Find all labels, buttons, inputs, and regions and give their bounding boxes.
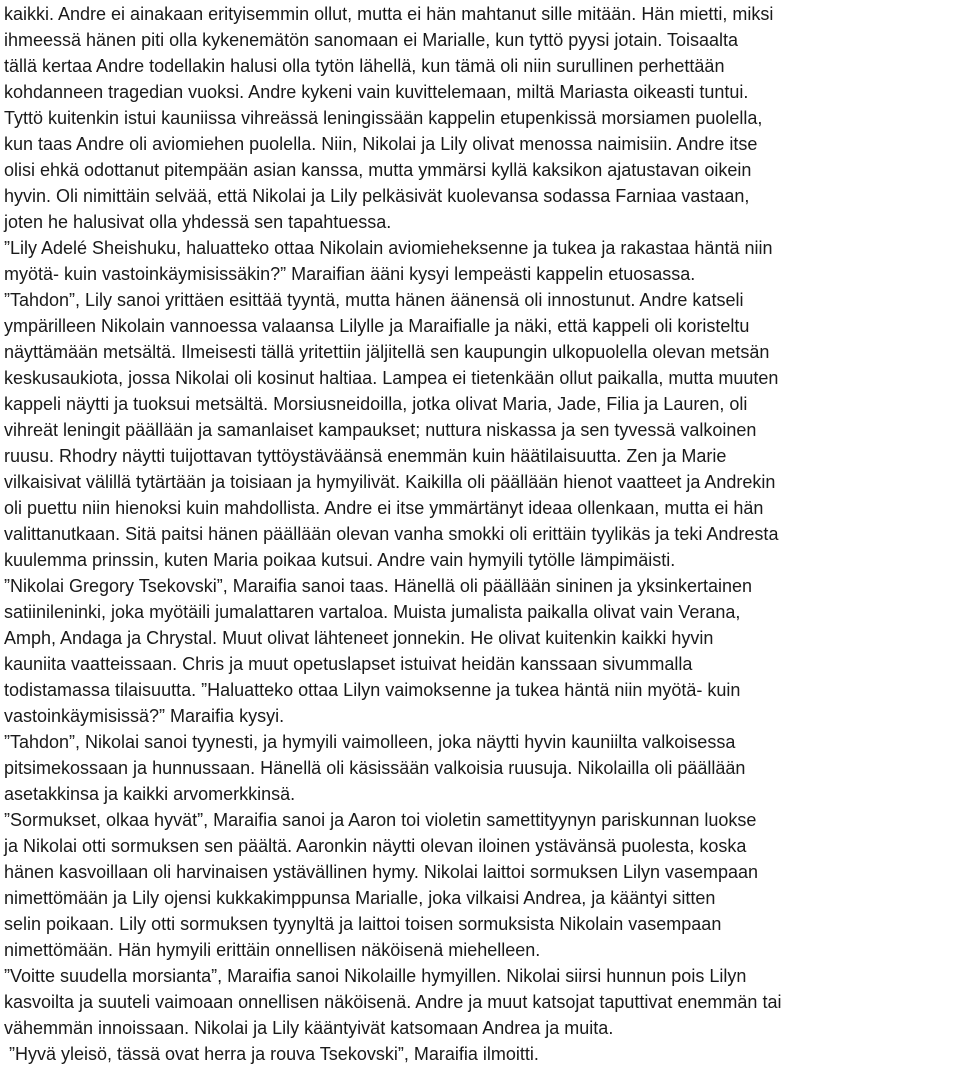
text-line: Amph, Andaga ja Chrystal. Muut olivat lähteneet jonnekin. He olivat kuitenkin kaikki hyvin xyxy=(4,628,714,648)
text-line: kun taas Andre oli aviomiehen puolella. Niin, Nikolai ja Lily olivat menossa naimisiin. Andre itse xyxy=(4,134,758,154)
text-line: vähemmän innoissaan. Nikolai ja Lily kääntyivät katsomaan Andrea ja muita. xyxy=(4,1018,614,1038)
text-line: hänen kasvoillaan oli harvinaisen ystävällinen hymy. Nikolai laittoi sormuksen Lilyn vasempaan xyxy=(4,862,759,882)
text-line: kauniita vaatteissaan. Chris ja muut opetuslapset istuivat heidän kanssaan sivummalla xyxy=(4,654,693,674)
text-line: ”Voitte suudella morsianta”, Maraifia sanoi Nikolaille hymyillen. Nikolai siirsi hunnun pois Lilyn xyxy=(4,966,747,986)
text-line: ”Sormukset, olkaa hyvät”, Maraifia sanoi ja Aaron toi violetin samettityynyn pariskunnan luokse xyxy=(4,810,757,830)
text-line: vilkaisivat välillä tytärtään ja toisiaan ja hymyilivät. Kaikilla oli päällään hienot vaatteet ja Andrekin xyxy=(4,472,776,492)
text-line: myötä- kuin vastoinkäymisissäkin?” Maraifian ääni kysyi lempeästi kappelin etuosassa. xyxy=(4,264,696,284)
text-line: oli puettu niin hienoksi kuin mahdollista. Andre ei itse ymmärtänyt ideaa ollenkaan, mutta ei hän xyxy=(4,498,764,518)
text-line: tällä kertaa Andre todellakin halusi olla tytön lähellä, kun tämä oli niin surullinen perhettään xyxy=(4,56,725,76)
text-line: valittanutkaan. Sitä paitsi hänen päällään olevan vanha smokki oli erittäin tyylikäs ja teki Andresta xyxy=(4,524,779,544)
text-line: pitsimekossaan ja hunnussaan. Hänellä oli käsissään valkoisia ruusuja. Nikolailla oli päällään xyxy=(4,758,746,778)
text-line: kuulemma prinssin, kuten Maria poikaa kutsui. Andre vain hymyili tytölle lämpimäisti. xyxy=(4,550,676,570)
text-line: selin poikaan. Lily otti sormuksen tyynyltä ja laittoi toisen sormuksista Nikolain vasempaan xyxy=(4,914,722,934)
text-line: keskusaukiota, jossa Nikolai oli kosinut haltiaa. Lampea ei tietenkään ollut paikalla, mutta muuten xyxy=(4,368,779,388)
text-line: todistamassa tilaisuutta. ”Haluatteko ottaa Lilyn vaimoksenne ja tukea häntä niin myötä- kuin xyxy=(4,680,741,700)
text-line: ja Nikolai otti sormuksen sen päältä. Aaronkin näytti olevan iloinen ystävänsä puolesta, koska xyxy=(4,836,747,856)
text-line: ympärilleen Nikolain vannoessa valaansa Lilylle ja Maraifialle ja näki, että kappeli oli koristeltu xyxy=(4,316,750,336)
text-line: kohdanneen tragedian vuoksi. Andre kykeni vain kuvittelemaan, miltä Mariasta oikeasti tuntui. xyxy=(4,82,749,102)
text-line: joten he halusivat olla yhdessä sen tapahtuessa. xyxy=(4,212,392,232)
text-line: ruusu. Rhodry näytti tuijottavan tyttöystäväänsä enemmän kuin häätilaisuutta. Zen ja Marie xyxy=(4,446,727,466)
text-line: ”Tahdon”, Nikolai sanoi tyynesti, ja hymyili vaimolleen, joka näytti hyvin kauniilta valkoisessa xyxy=(4,732,736,752)
text-line: vihreät leningit päällään ja samanlaiset kampaukset; nuttura niskassa ja sen tyvessä valkoinen xyxy=(4,420,757,440)
text-line: vastoinkäymisissä?” Maraifia kysyi. xyxy=(4,706,285,726)
text-line: nimettömään ja Lily ojensi kukkakimppunsa Marialle, joka vilkaisi Andrea, ja kääntyi sitten xyxy=(4,888,716,908)
text-line: kappeli näytti ja tuoksui metsältä. Morsiusneidoilla, jotka olivat Maria, Jade, Filia ja Lauren, oli xyxy=(4,394,748,414)
text-line: Tyttö kuitenkin istui kauniissa vihreässä leningissään kappelin etupenkissä morsiamen puolella, xyxy=(4,108,763,128)
text-line: kaikki. Andre ei ainakaan erityisemmin ollut, mutta ei hän mahtanut sille mitään. Hän mietti, miksi xyxy=(4,4,774,24)
text-line: ”Hyvä yleisö, tässä ovat herra ja rouva Tsekovski”, Maraifia ilmoitti. xyxy=(4,1044,539,1064)
text-line: olisi ehkä odottanut pitempään asian kanssa, mutta ymmärsi kyllä kaksikon ajatustavan oikein xyxy=(4,160,752,180)
text-line: asetakkinsa ja kaikki arvomerkkinsä. xyxy=(4,784,296,804)
text-line: kasvoilta ja suuteli vaimoaan onnellisen näköisenä. Andre ja muut katsojat taputtivat enemmän tai xyxy=(4,992,782,1012)
text-line: satiinileninki, joka myötäili jumalattaren vartaloa. Muista jumalista paikalla olivat vain Verana, xyxy=(4,602,741,622)
text-line: ihmeessä hänen piti olla kykenemätön sanomaan ei Marialle, kun tyttö pyysi jotain. Toisaalta xyxy=(4,30,739,50)
text-line: ”Tahdon”, Lily sanoi yrittäen esittää tyyntä, mutta hänen äänensä oli innostunut. Andre katseli xyxy=(4,290,744,310)
text-line: nimettömään. Hän hymyili erittäin onnellisen näköisenä miehelleen. xyxy=(4,940,541,960)
text-line: näyttämään metsältä. Ilmeisesti tällä yritettiin jäljitellä sen kaupungin ulkopuolella olevan metsän xyxy=(4,342,770,362)
text-line: ”Nikolai Gregory Tsekovski”, Maraifia sanoi taas. Hänellä oli päällään sininen ja yksinkertainen xyxy=(4,576,753,596)
text-line: hyvin. Oli nimittäin selvää, että Nikolai ja Lily pelkäsivät kuolevansa sodassa Farniaa vastaan, xyxy=(4,186,750,206)
text-line: ”Lily Adelé Sheishuku, haluatteko ottaa Nikolain aviomieheksenne ja tukea ja rakastaa häntä niin xyxy=(4,238,773,258)
